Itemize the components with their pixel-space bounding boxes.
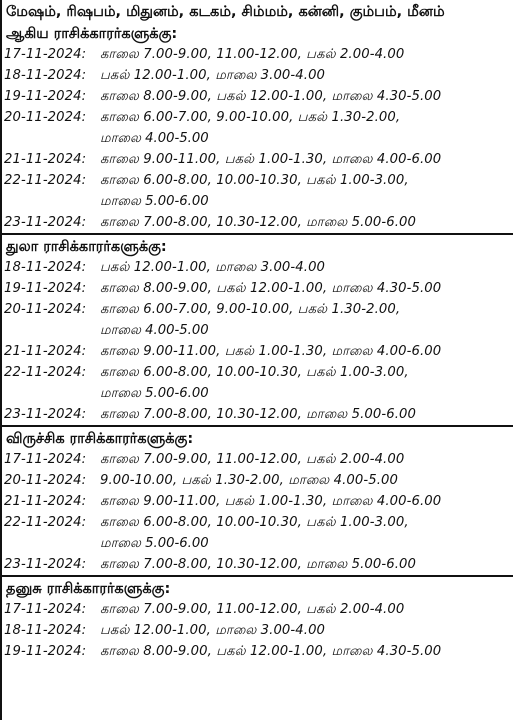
timing-row — [2, 278, 513, 299]
timing-hours: காலை 8.00-9.00, பகல் 12.00-1.00, மாலை 4.30-5.00 — [100, 281, 442, 296]
timing-date: 20-11-2024: — [4, 302, 87, 317]
timing-hours: காலை 6.00-7.00, 9.00-10.00, பகல் 1.30-2.00, — [100, 302, 401, 317]
timing-hours: காலை 6.00-7.00, 9.00-10.00, பகல் 1.30-2.00, — [100, 110, 401, 125]
timing-date: 18-11-2024: — [4, 623, 87, 638]
timing-date: 22-11-2024: — [4, 173, 87, 188]
timing-row — [2, 86, 513, 107]
timing-date: 19-11-2024: — [4, 281, 87, 296]
timing-date: 23-11-2024: — [4, 215, 87, 230]
timing-date: 21-11-2024: — [4, 494, 87, 509]
timing-date: 21-11-2024: — [4, 344, 87, 359]
timing-row — [2, 170, 513, 191]
timing-date: 20-11-2024: — [4, 473, 87, 488]
rasi-section — [2, 427, 513, 577]
timing-hours: காலை 7.00-8.00, 10.30-12.00, மாலை 5.00-6.00 — [100, 407, 416, 422]
timing-row — [2, 641, 513, 662]
timing-date: 17-11-2024: — [4, 602, 87, 617]
timing-date: 23-11-2024: — [4, 407, 87, 422]
timing-date: 23-11-2024: — [4, 557, 87, 572]
timing-row — [2, 599, 513, 620]
timing-row — [2, 470, 513, 491]
timing-hours: 9.00-10.00, பகல் 1.30-2.00, மாலை 4.00-5.00 — [100, 473, 399, 488]
timing-date: 22-11-2024: — [4, 515, 87, 530]
timing-date: 18-11-2024: — [4, 260, 87, 275]
timing-row — [2, 257, 513, 278]
timing-row — [2, 44, 513, 65]
timing-row — [2, 362, 513, 383]
timing-row — [2, 212, 513, 233]
section-heading: விருச்சிக ராசிக்காரர்களுக்கு: — [6, 431, 194, 447]
timing-row — [2, 404, 513, 425]
timing-row — [2, 512, 513, 533]
section-heading: ஆகிய ராசிக்காரர்களுக்கு: — [6, 26, 178, 42]
timing-hours: காலை 7.00-9.00, 11.00-12.00, பகல் 2.00-4.00 — [100, 47, 405, 62]
timing-row — [2, 107, 513, 128]
timing-hours: காலை 9.00-11.00, பகல் 1.00-1.30, மாலை 4.00-6.00 — [100, 344, 442, 359]
timing-date: 20-11-2024: — [4, 110, 87, 125]
timing-date: 19-11-2024: — [4, 89, 87, 104]
timing-hours-continued: மாலை 5.00-6.00 — [100, 194, 209, 209]
timing-hours: காலை 6.00-8.00, 10.00-10.30, பகல் 1.00-3.00, — [100, 365, 409, 380]
timing-hours: காலை 7.00-8.00, 10.30-12.00, மாலை 5.00-6.00 — [100, 557, 416, 572]
timing-row — [2, 341, 513, 362]
rasi-section — [2, 0, 513, 235]
section-heading: மேஷம், ரிஷபம், மிதுனம், கடகம், சிம்மம், கன்னி, கும்பம், மீனம் — [6, 4, 445, 20]
rasi-section — [2, 577, 513, 662]
timing-hours: காலை 7.00-9.00, 11.00-12.00, பகல் 2.00-4.00 — [100, 602, 405, 617]
timing-hours: காலை 8.00-9.00, பகல் 12.00-1.00, மாலை 4.30-5.00 — [100, 644, 442, 659]
timing-hours-continued: மாலை 4.00-5.00 — [100, 323, 209, 338]
timing-row — [2, 299, 513, 320]
timing-hours: பகல் 12.00-1.00, மாலை 3.00-4.00 — [100, 260, 326, 275]
timing-date: 17-11-2024: — [4, 452, 87, 467]
timing-hours: காலை 8.00-9.00, பகல் 12.00-1.00, மாலை 4.30-5.00 — [100, 89, 442, 104]
timing-date: 19-11-2024: — [4, 644, 87, 659]
timing-row — [2, 65, 513, 86]
section-heading: தனுசு ராசிக்காரர்களுக்கு: — [6, 581, 171, 597]
timing-hours: பகல் 12.00-1.00, மாலை 3.00-4.00 — [100, 623, 326, 638]
timing-hours: காலை 9.00-11.00, பகல் 1.00-1.30, மாலை 4.00-6.00 — [100, 152, 442, 167]
timing-hours: காலை 9.00-11.00, பகல் 1.00-1.30, மாலை 4.00-6.00 — [100, 494, 442, 509]
timing-date: 22-11-2024: — [4, 365, 87, 380]
rasi-section — [2, 235, 513, 427]
timing-hours-continued: மாலை 5.00-6.00 — [100, 386, 209, 401]
timing-date: 18-11-2024: — [4, 68, 87, 83]
timing-row — [2, 449, 513, 470]
timing-hours: காலை 7.00-9.00, 11.00-12.00, பகல் 2.00-4.00 — [100, 452, 405, 467]
timing-date: 21-11-2024: — [4, 152, 87, 167]
timing-row — [2, 491, 513, 512]
timing-row — [2, 149, 513, 170]
section-heading: துலா ராசிக்காரர்களுக்கு: — [6, 239, 167, 255]
timing-hours-continued: மாலை 5.00-6.00 — [100, 536, 209, 551]
timing-hours-continued: மாலை 4.00-5.00 — [100, 131, 209, 146]
timing-hours: பகல் 12.00-1.00, மாலை 3.00-4.00 — [100, 68, 326, 83]
timing-date: 17-11-2024: — [4, 47, 87, 62]
timing-hours: காலை 6.00-8.00, 10.00-10.30, பகல் 1.00-3.00, — [100, 173, 409, 188]
timing-hours: காலை 7.00-8.00, 10.30-12.00, மாலை 5.00-6.00 — [100, 215, 416, 230]
timing-row — [2, 554, 513, 575]
timing-row — [2, 620, 513, 641]
timing-hours: காலை 6.00-8.00, 10.00-10.30, பகல் 1.00-3.00, — [100, 515, 409, 530]
